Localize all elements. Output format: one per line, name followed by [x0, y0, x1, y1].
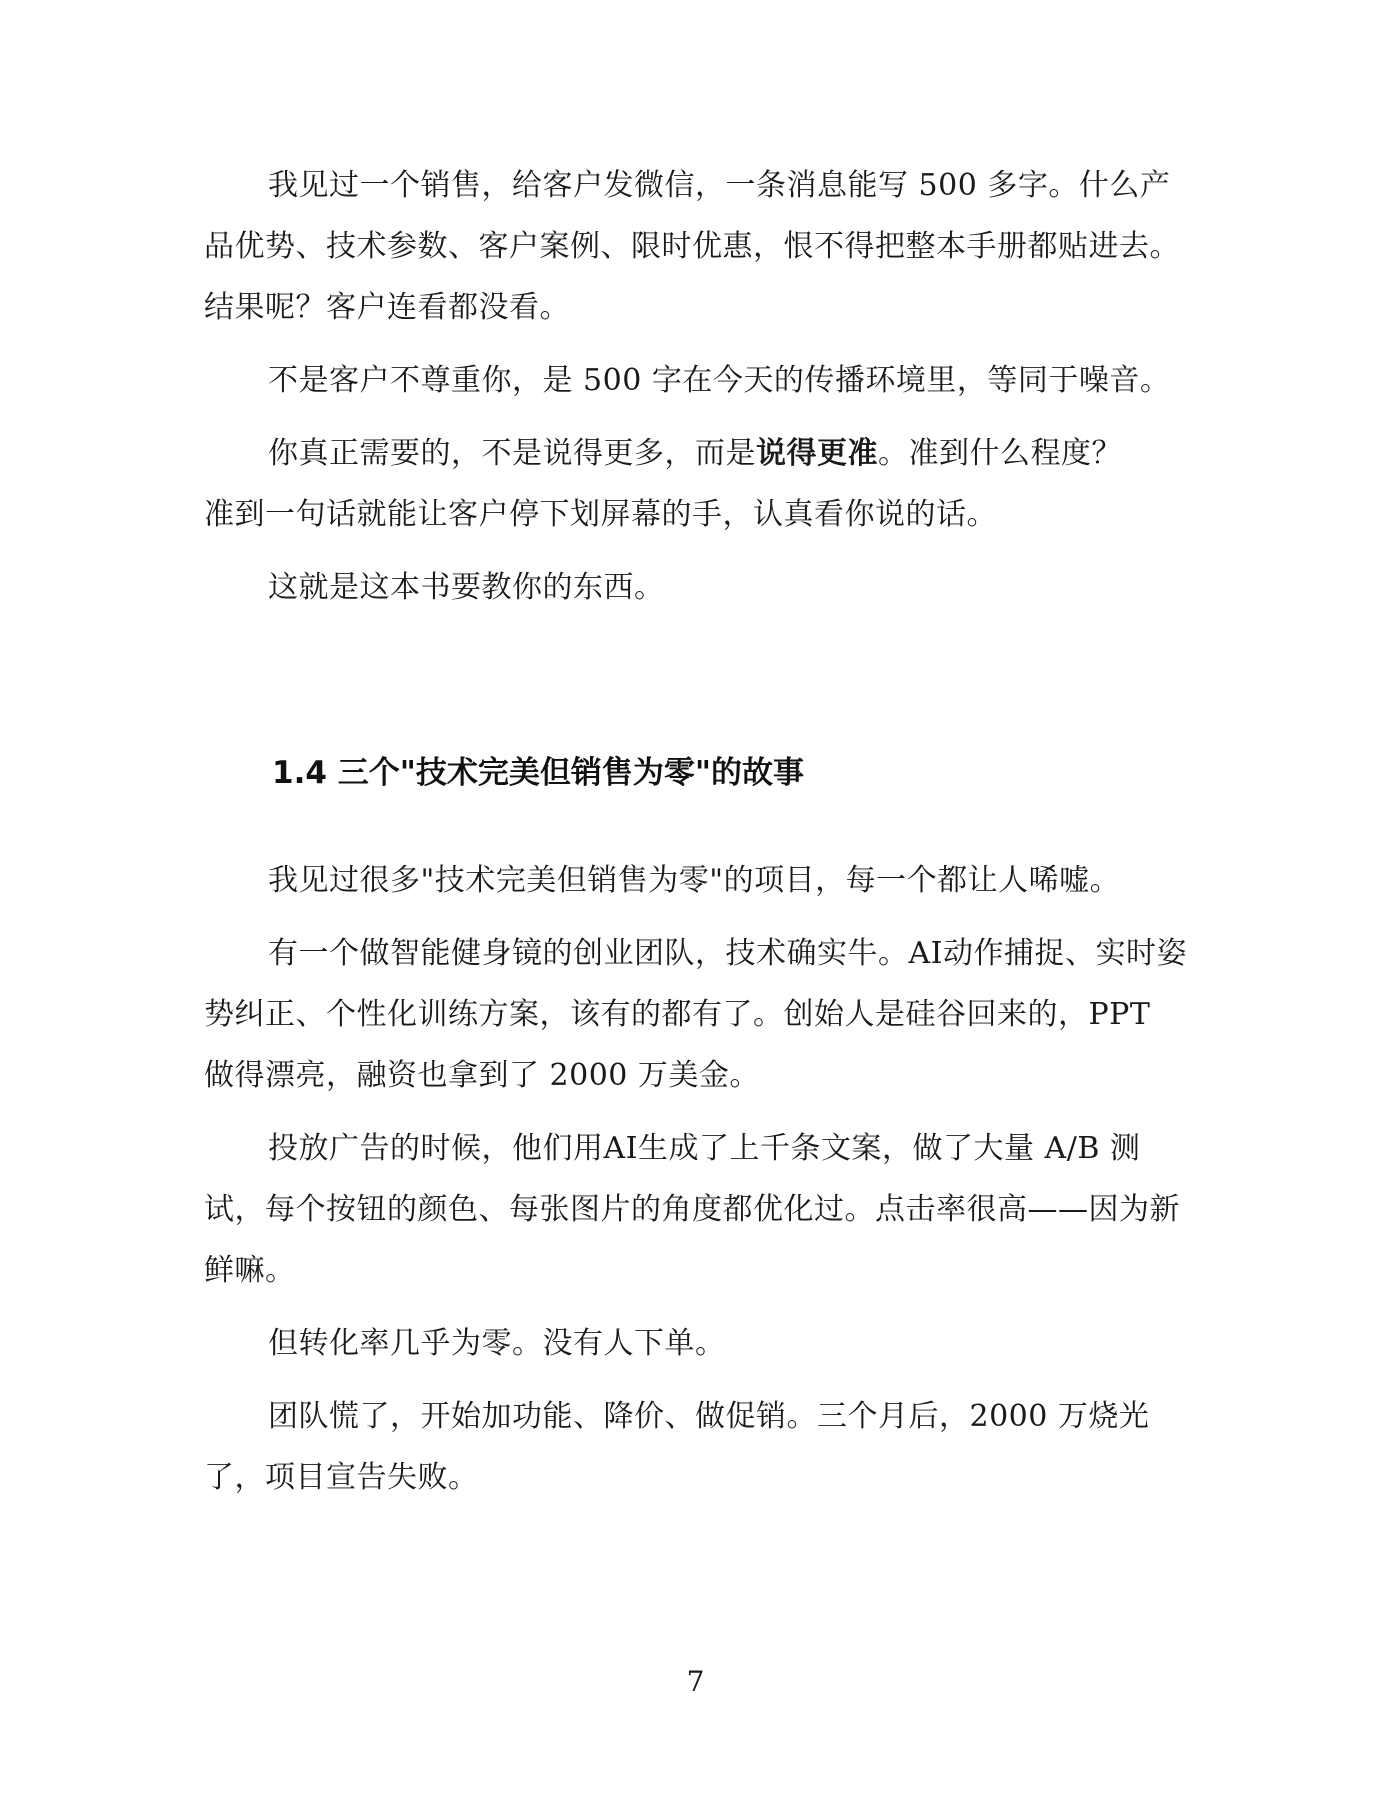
- paragraph-precision-line2: 准到一句话就能让客户停下划屏幕的手，认真看你说的话。: [204, 497, 997, 532]
- precision-text-before: 你真正需要的，不是说得更多，而是: [268, 436, 756, 471]
- paragraph-noise: 不是客户不尊重你，是 500 字在今天的传播环境里，等同于噪音。: [268, 363, 1171, 398]
- paragraph-precision: [204, 423, 1189, 484]
- precision-emphasis: 说得更准: [756, 436, 878, 471]
- section-intro: [204, 155, 1189, 618]
- paragraph-fitness-mirror: 有一个做智能健身镜的创业团队，技术确实牛。AI动作捕捉、实时姿势纠正、个性化训练方案，该有的都有了。创始人是硅谷回来的，PPT 做得漂亮，融资也拿到了 2000 万美金。: [204, 936, 1188, 1093]
- paragraph-failure: 团队慌了，开始加功能、降价、做促销。三个月后，2000 万烧光了，项目宣告失败。: [204, 1399, 1150, 1495]
- section-heading: 1.4 三个"技术完美但销售为零"的故事: [272, 755, 805, 791]
- page-number: 7: [686, 1665, 705, 1698]
- section-stories: [204, 850, 1189, 1508]
- paragraph-ads: 投放广告的时候，他们用AI生成了上千条文案，做了大量 A/B 测试，每个按钮的颜色、每张图片的角度都优化过。点击率很高——因为新鲜嘛。: [204, 1131, 1180, 1288]
- paragraph-book-purpose: 这就是这本书要教你的东西。: [268, 570, 665, 605]
- paragraph-stories-intro: 我见过很多"技术完美但销售为零"的项目，每一个都让人唏嘘。: [268, 863, 1121, 898]
- paragraph-wechat-salesman: 我见过一个销售，给客户发微信，一条消息能写 500 多字。什么产品优势、技术参数、客户案例、限时优惠，恨不得把整本手册都贴进去。结果呢？客户连看都没看。: [204, 168, 1180, 325]
- precision-text-after: 。准到什么程度？: [878, 436, 1122, 471]
- paragraph-conversion: 但转化率几乎为零。没有人下单。: [268, 1326, 726, 1361]
